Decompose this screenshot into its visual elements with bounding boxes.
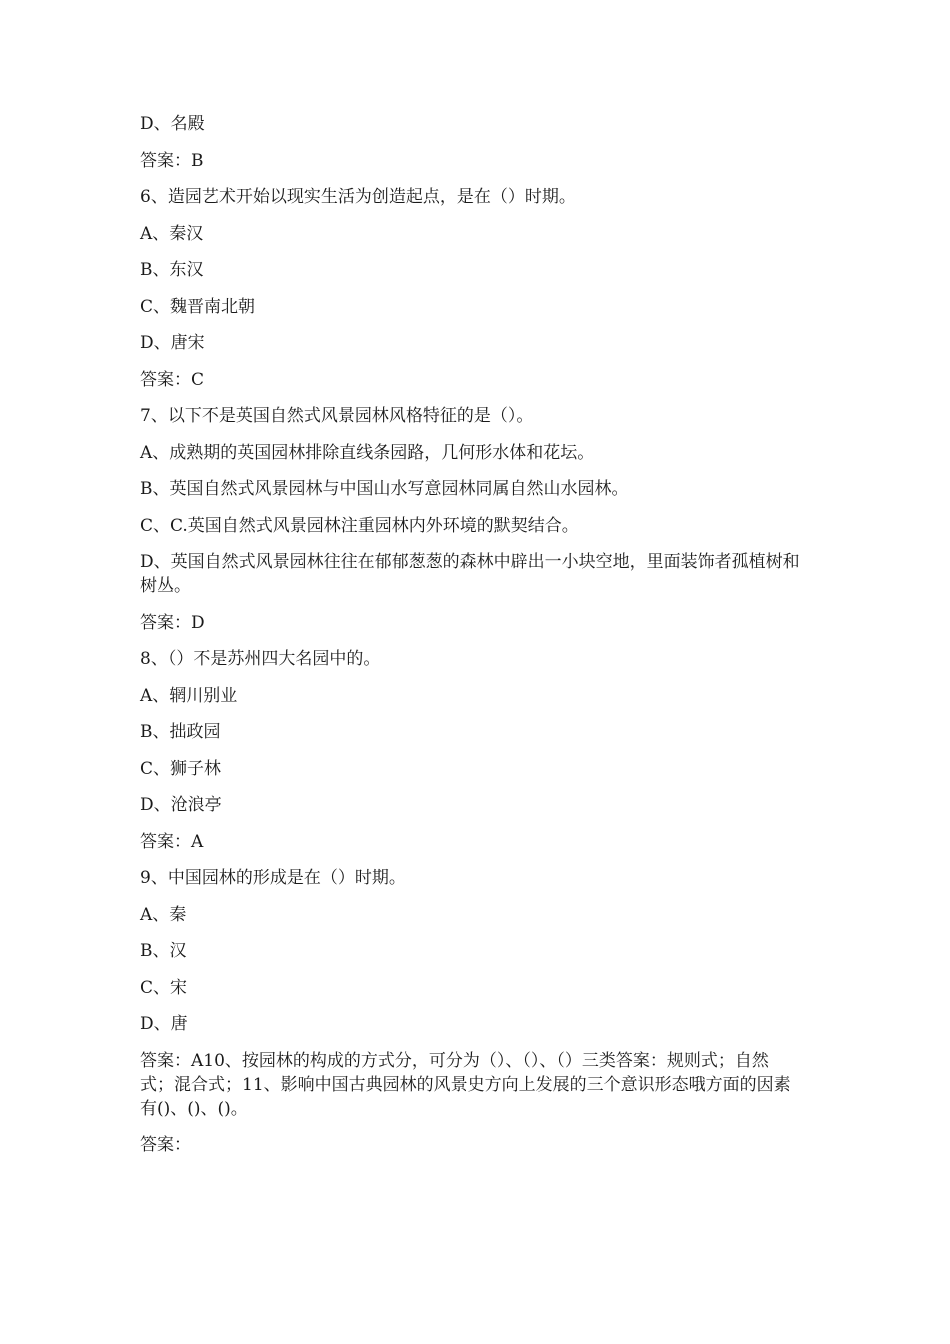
option-9d: D、唐 — [140, 1014, 188, 1034]
option-8c: C、狮子林 — [140, 758, 222, 779]
option-9c: C、宋 — [140, 977, 188, 998]
answer-6: 答案：C — [140, 369, 205, 390]
question-6: 6、造园艺术开始以现实生活为创造起点，是在（）时期。 — [140, 187, 576, 207]
option-6d: D、唐宋 — [140, 333, 205, 353]
answer-8: 答案：A — [140, 831, 204, 852]
option-7a: A、成熟期的英国园林排除直线条园路，几何形水体和花坛。 — [140, 442, 595, 463]
option-7d: D、英国自然式风景园林往往在郁郁葱葱的森林中辟出一小块空地，里面装饰者孤植树和树丛。 — [140, 552, 800, 596]
document-page — [140, 112, 800, 1170]
question-8: 8、（）不是苏州四大名园中的。 — [140, 649, 381, 669]
answer-5: 答案：B — [140, 150, 204, 171]
option-8b: B、拙政园 — [140, 722, 221, 742]
option-9a: A、秦 — [140, 904, 187, 925]
option-9b: B、汉 — [140, 941, 187, 961]
question-9: 9、中国园林的形成是在（）时期。 — [140, 868, 406, 888]
option-6c: C、魏晋南北朝 — [140, 296, 256, 317]
answer-9-and-questions-10-11: 答案：A10、按园林的构成的方式分，可分为（）、（）、（）三类答案：规则式；自然式；混合式；11、影响中国古典园林的风景史方向上发展的三个意识形态哦方面的因素有()、()、()。 — [140, 1050, 791, 1119]
answer-11: 答案： — [140, 1135, 191, 1155]
option-8d: D、沧浪亭 — [140, 795, 222, 815]
option-6a: A、秦汉 — [140, 223, 204, 244]
answer-7: 答案：D — [140, 612, 205, 633]
option-5d: D、名殿 — [140, 114, 205, 134]
option-7c: C、C.英国自然式风景园林注重园林内外环境的默契结合。 — [140, 515, 579, 536]
option-6b: B、东汉 — [140, 260, 204, 280]
question-7: 7、以下不是英国自然式风景园林风格特征的是（）。 — [140, 406, 534, 426]
option-7b: B、英国自然式风景园林与中国山水写意园林同属自然山水园林。 — [140, 479, 629, 499]
option-8a: A、辋川别业 — [140, 685, 238, 706]
